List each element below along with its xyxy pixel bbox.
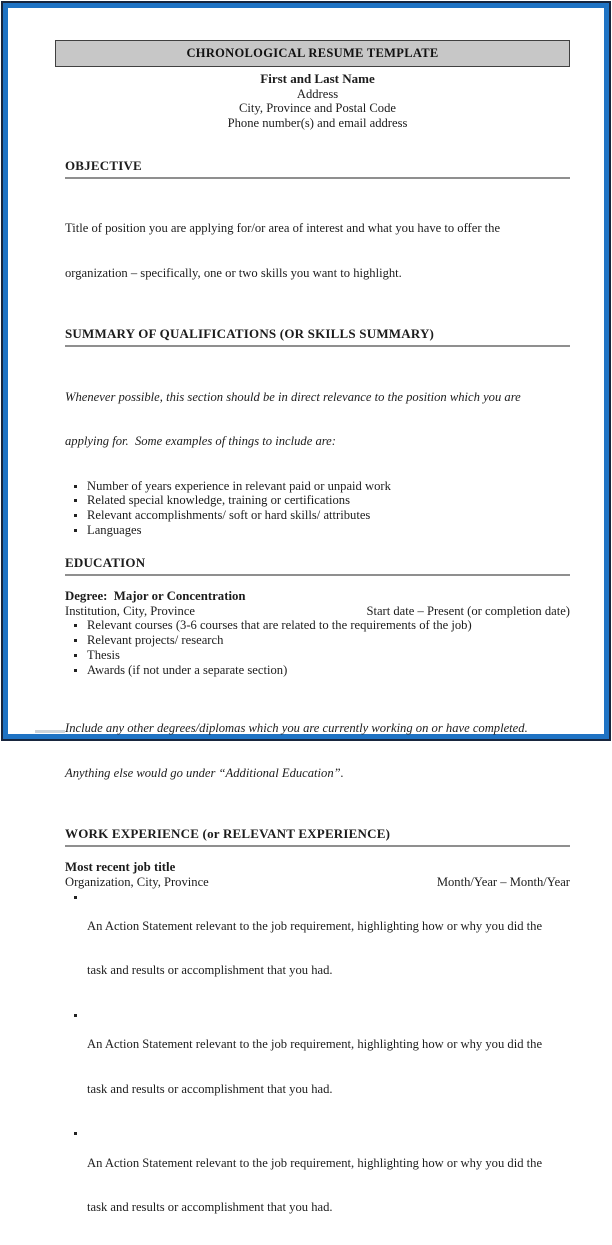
summary-heading: SUMMARY OF QUALIFICATIONS (OR SKILLS SUMMARY) [65,326,570,347]
education-institution: Institution, City, Province [65,603,196,618]
objective-heading: OBJECTIVE [65,158,570,179]
summary-intro-line: applying for. Some examples of things to include are: [65,434,336,449]
education-institution-row [65,604,570,619]
education-degree: Degree: Major or Concentration [65,588,246,603]
summary-bullet: Number of years experience in relevant paid or unpaid work [65,479,570,494]
experience-bullet-line: An Action Statement relevant to the job requirement, highlighting how or why you did the [87,919,543,934]
experience-dates: Month/Year – Month/Year [436,874,570,889]
experience-bullet [65,890,570,1008]
experience-bullet-line: task and results or accomplishment that you had. [87,1081,333,1096]
next-page-edge-artifact [35,730,65,733]
experience-organization: Organization, City, Province [65,874,209,889]
summary-bullet: Languages [65,523,570,538]
objective-line: Title of position you are applying for/or area of interest and what you have to offer the [65,221,501,236]
experience-bullet-list [65,890,570,1245]
education-note-line: Anything else would go under “Additional Education”. [65,765,344,780]
contact-block [65,72,570,131]
page-content [8,8,604,1245]
education-note [65,692,570,810]
experience-bullet-line: An Action Statement relevant to the job requirement, highlighting how or why you did the [87,1155,543,1170]
document-title-bar [55,40,570,67]
education-heading: EDUCATION [65,555,570,576]
resume-page [3,3,609,1215]
experience-organization-row [65,875,570,890]
summary-intro-line: Whenever possible, this section should be in direct relevance to the position which you are [65,389,521,404]
education-bullet: Relevant courses (3-6 courses that are related to the requirements of the job) [65,618,570,633]
experience-entry [65,860,570,1245]
contact-phone: Phone number(s) and email address [227,116,408,131]
experience-bullet [65,1008,570,1126]
summary-intro [65,360,570,478]
education-entry [65,589,570,810]
objective-line: organization – specifically, one or two skills you want to highlight. [65,265,402,280]
education-bullet: Relevant projects/ research [65,633,570,648]
education-bullet: Awards (if not under a separate section) [65,663,570,678]
contact-city: City, Province and Postal Code [239,101,396,116]
summary-bullet-list [65,479,570,538]
experience-bullet-line: An Action Statement relevant to the job requirement, highlighting how or why you did the [87,1037,543,1052]
experience-job-title: Most recent job title [65,859,176,874]
education-bullet: Thesis [65,648,570,663]
education-note-line: Include any other degrees/diplomas which you are currently working on or have completed. [65,721,528,736]
objective-paragraph [65,192,570,310]
education-bullet-list [65,618,570,677]
experience-bullet-line: task and results or accomplishment that you had. [87,963,333,978]
contact-address: Address [296,86,339,101]
document-title: CHRONOLOGICAL RESUME TEMPLATE [186,46,439,60]
education-dates: Start date – Present (or completion date) [366,603,570,618]
contact-name: First and Last Name [260,71,375,86]
summary-bullet: Relevant accomplishments/ soft or hard skills/ attributes [65,508,570,523]
summary-bullet: Related special knowledge, training or certifications [65,493,570,508]
experience-heading: WORK EXPERIENCE (or RELEVANT EXPERIENCE) [65,826,570,847]
experience-bullet-line: task and results or accomplishment that you had. [87,1200,333,1215]
experience-bullet [65,1126,570,1244]
page-dark-border [1,1,611,1215]
